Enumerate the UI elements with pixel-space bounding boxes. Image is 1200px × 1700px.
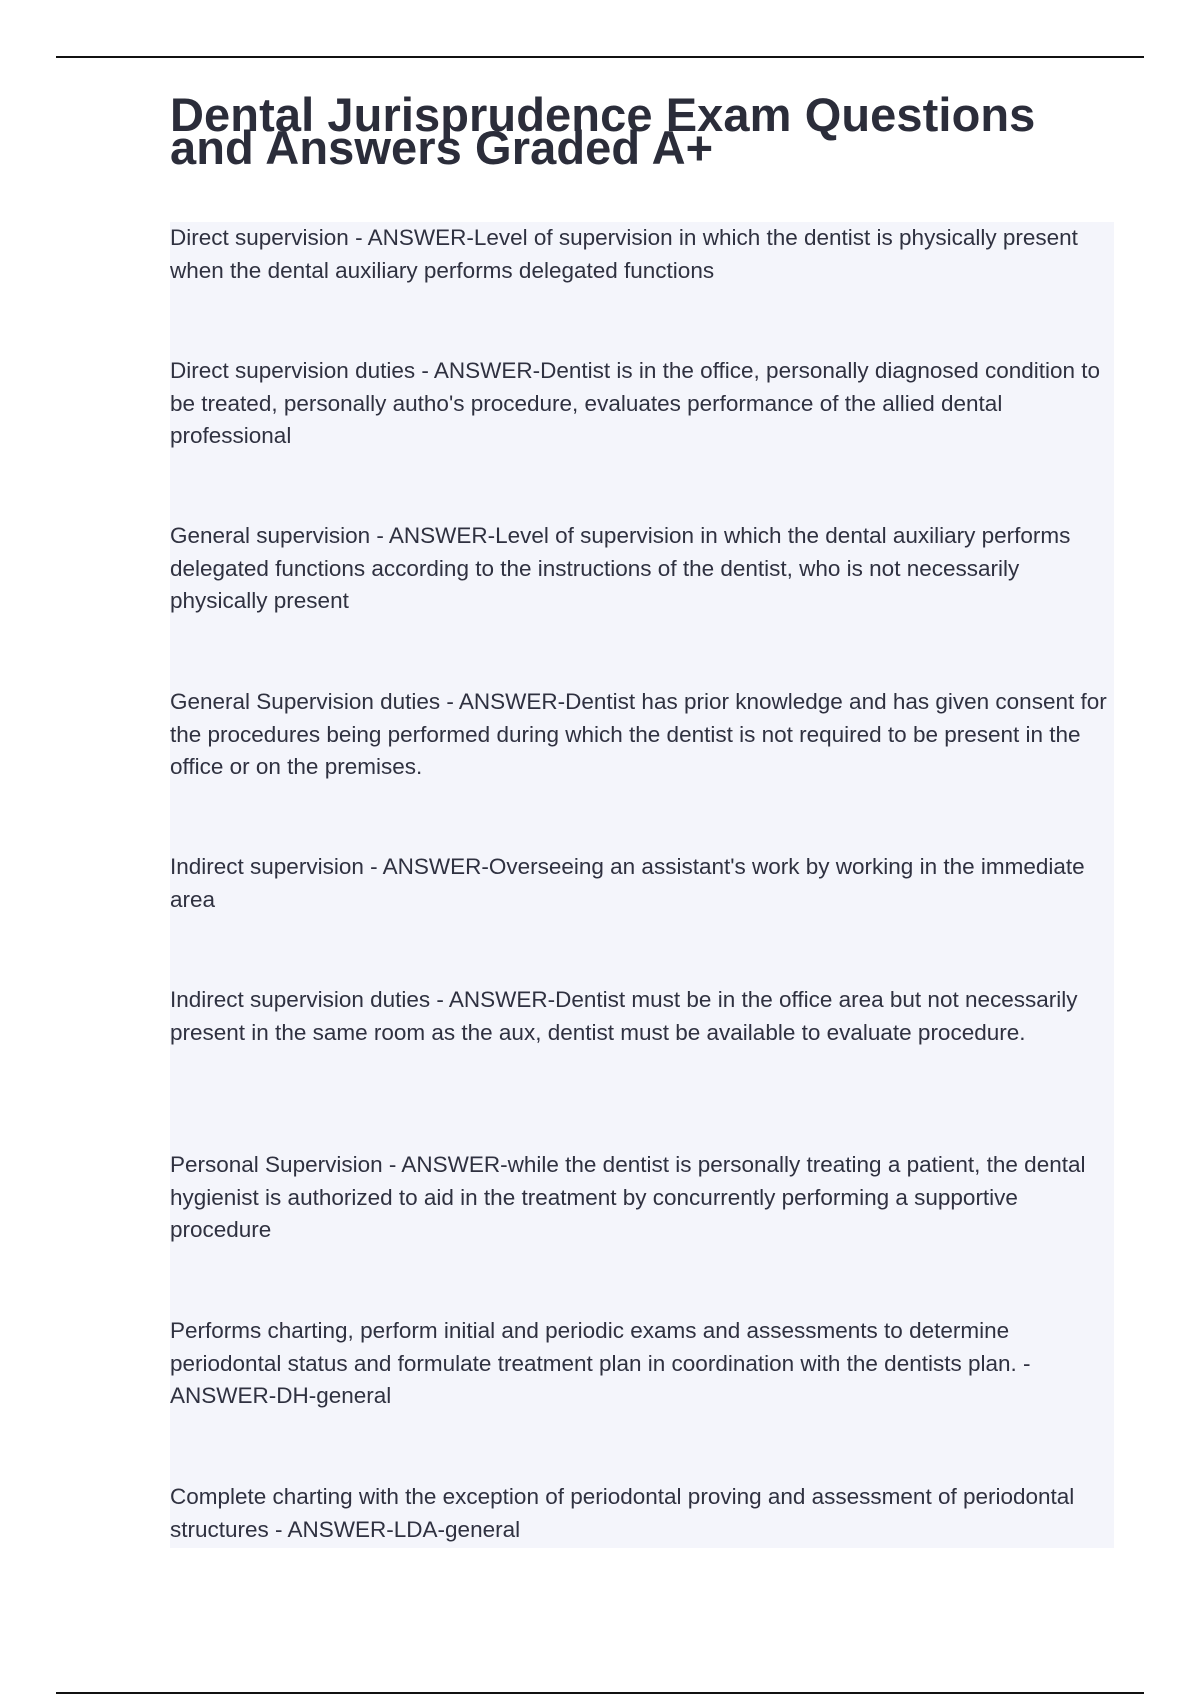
qa-item: Indirect supervision - ANSWER-Overseeing an assistant's work by working in the immediate area bbox=[170, 854, 1085, 912]
qa-item: Performs charting, perform initial and periodic exams and assessments to determine periodontal status and formulate treatment plan in coordination with the dentists plan. - ANSWER-DH-general bbox=[170, 1318, 1031, 1408]
qa-item: Complete charting with the exception of periodontal proving and assessment of periodontal structures - ANSWER-LDA-general bbox=[170, 1484, 1075, 1542]
qa-item: Personal Supervision - ANSWER-while the dentist is personally treating a patient, the dental hygienist is authorized to aid in the treatment by concurrently performing a supportive procedure bbox=[170, 1152, 1086, 1242]
qa-item: General Supervision duties - ANSWER-Dentist has prior knowledge and has given consent for the procedures being performed during which the dentist is not required to be present in the office or on the premises. bbox=[170, 689, 1107, 779]
qa-item: General supervision - ANSWER-Level of supervision in which the dental auxiliary performs delegated functions according to the instructions of the dentist, who is not necessarily physically present bbox=[170, 523, 1071, 613]
bottom-rule bbox=[56, 1692, 1144, 1694]
qa-item: Indirect supervision duties - ANSWER-Dentist must be in the office area but not necessarily present in the same room as the aux, dentist must be available to evaluate procedure. bbox=[170, 987, 1078, 1045]
top-rule bbox=[56, 56, 1144, 58]
qa-item: Direct supervision - ANSWER-Level of supervision in which the dentist is physically present when the dental auxiliary performs delegated functions bbox=[170, 225, 1078, 283]
document-title: Dental Jurisprudence Exam Questions and Answers Graded A+ bbox=[170, 88, 1036, 174]
qa-item: Direct supervision duties - ANSWER-Dentist is in the office, personally diagnosed condition to be treated, personally autho's procedure, evaluates performance of the allied dental professional bbox=[170, 358, 1101, 448]
qa-list bbox=[170, 222, 1114, 1548]
